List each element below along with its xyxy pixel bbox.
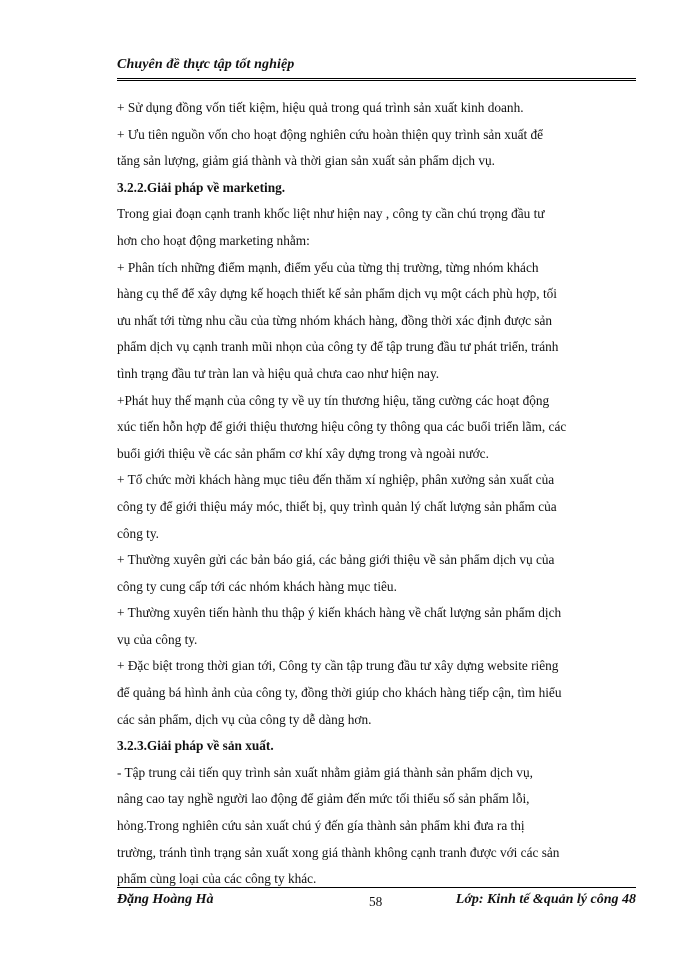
footer-class-name: Lớp: Kinh tế &quản lý công 48 [455, 892, 636, 907]
text-line: các sản phẩm, dịch vụ của công ty dễ dàng hơn. [117, 711, 372, 727]
footer-author: Đặng Hoàng Hà [117, 892, 214, 907]
header-rule [117, 78, 636, 79]
text-line: trường, tránh tình trạng sản xuất xong giá thành không cạnh tranh được với các sản [117, 844, 560, 860]
page-body [117, 95, 639, 893]
text-line: tăng sản lượng, giảm giá thành và thời gian sản xuất sản phẩm dịch vụ. [117, 153, 495, 169]
text-line: phẩm dịch vụ cạnh tranh mũi nhọn của công ty để tập trung đầu tư phát triển, tránh [117, 339, 559, 355]
text-line: +Phát huy thế mạnh của công ty về uy tín thương hiệu, tăng cường các hoạt động [117, 392, 550, 408]
text-line: + Tổ chức mời khách hàng mục tiêu đến thăm xí nghiệp, phân xưởng sản xuất của [117, 472, 555, 488]
text-line: - Tập trung cải tiến quy trình sản xuất nhằm giảm giá thành sản phẩm dịch vụ, [117, 764, 533, 780]
footer-rule [117, 887, 636, 888]
text-line: công ty để giới thiệu máy móc, thiết bị, quy trình quản lý chất lượng sản phẩm của [117, 498, 557, 514]
header-title: Chuyên đề thực tập tốt nghiệp [117, 57, 295, 72]
text-line: phẩm cùng loại của các công ty khác. [117, 871, 317, 887]
section-heading: 3.2.3.Giải pháp về sản xuất. [117, 738, 274, 754]
text-line: + Phân tích những điểm mạnh, điểm yếu của từng thị trường, từng nhóm khách [117, 259, 539, 275]
text-line: ưu nhất tới từng nhu cầu của từng nhóm khách hàng, đồng thời xác định được sản [117, 312, 553, 328]
text-line: hàng cụ thể để xây dựng kế hoạch thiết kế sản phẩm dịch vụ một cách phù hợp, tối [117, 286, 557, 302]
text-line: + Ưu tiên nguồn vốn cho hoạt động nghiên cứu hoàn thiện quy trình sản xuất để [117, 126, 544, 142]
text-line: + Sử dụng đồng vốn tiết kiệm, hiệu quả trong quá trình sản xuất kinh doanh. [117, 100, 524, 115]
text-line: Trong giai đoạn cạnh tranh khốc liệt như hiện nay , công ty cần chú trọng đầu tư [117, 206, 545, 222]
text-line: + Thường xuyên gửi các bản báo giá, các bảng giới thiệu về sản phẩm dịch vụ của [117, 552, 555, 568]
text-line: xúc tiến hỗn hợp để giới thiệu thương hiệu công ty thông qua các buổi triển lãm, các [117, 419, 567, 435]
page-number: 58 [369, 894, 383, 909]
text-line: + Đặc biệt trong thời gian tới, Công ty cần tập trung đầu tư xây dựng website riêng [117, 658, 559, 674]
section-heading: 3.2.2.Giải pháp về marketing. [117, 179, 286, 195]
text-line: nâng cao tay nghề người lao động để giảm đến mức tối thiểu số sản phẩm lỗi, [117, 791, 530, 807]
text-line: công ty. [117, 525, 159, 541]
text-line: để quảng bá hình ảnh của công ty, đồng thời giúp cho khách hàng tiếp cận, tìm hiểu [117, 685, 562, 701]
text-line: + Thường xuyên tiến hành thu thập ý kiến khách hàng về chất lượng sản phẩm dịch [117, 605, 562, 621]
header-rule-second [117, 80, 636, 81]
text-line: hỏng.Trong nghiên cứu sản xuất chú ý đến gía thành sản phẩm khi đưa ra thị [117, 818, 525, 834]
text-line: hơn cho hoạt động marketing nhằm: [117, 232, 310, 248]
text-line: công ty cung cấp tới các nhóm khách hàng mục tiêu. [117, 578, 397, 594]
text-line: tình trạng đầu tư tràn lan và hiệu quả chưa cao như hiện nay. [117, 365, 440, 381]
text-line: vụ của công ty. [117, 631, 198, 647]
text-line: buổi giới thiệu về các sản phẩm cơ khí xây dựng trong và ngoài nước. [117, 445, 489, 461]
